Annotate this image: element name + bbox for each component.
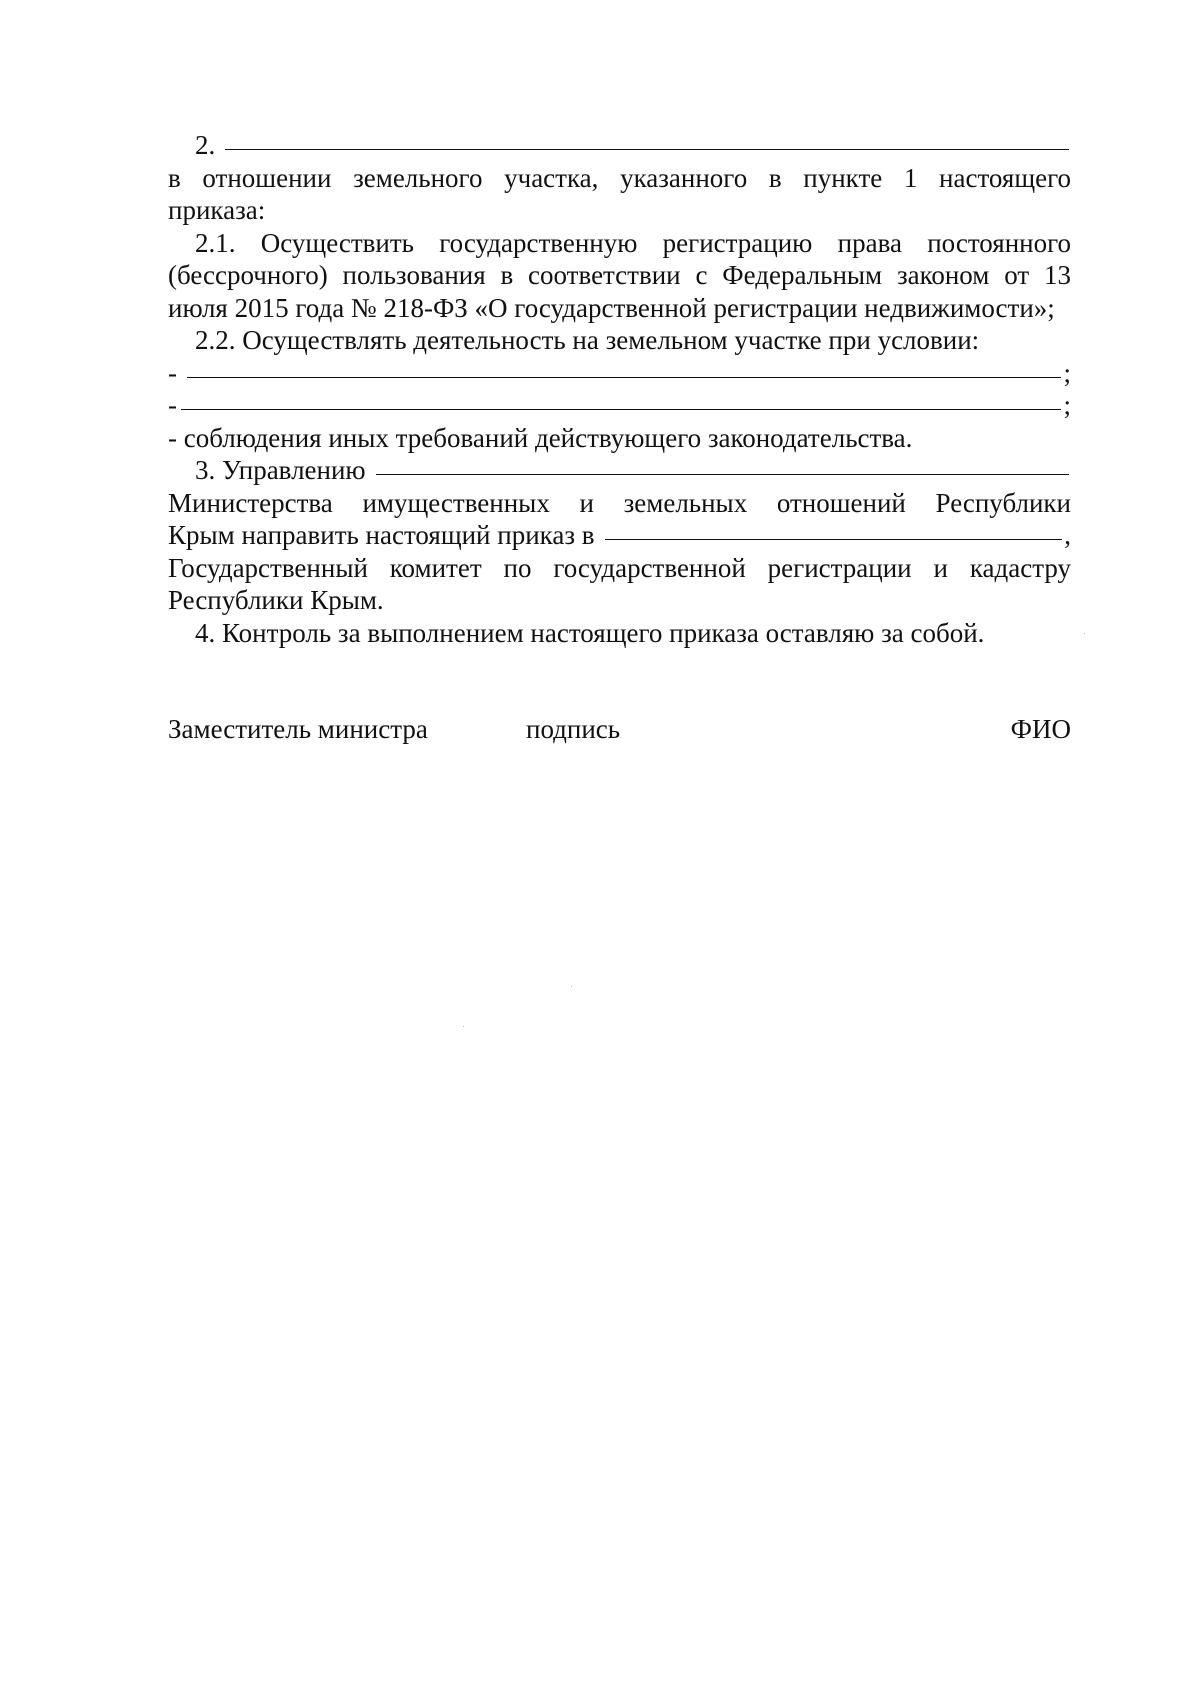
condition-1-semicolon: ; [1063, 357, 1071, 388]
paragraph-3-comma: , [1064, 520, 1071, 550]
condition-1-blank [187, 357, 1061, 378]
condition-2-semicolon: ; [1063, 390, 1071, 420]
condition-2-blank [181, 389, 1061, 410]
scan-speck [463, 1026, 464, 1027]
signature-block [168, 713, 1071, 747]
signatory-title: Заместитель министра [168, 714, 428, 744]
signature-placeholder: подпись [526, 714, 621, 744]
scan-speck [571, 986, 572, 987]
paragraph-2-blank [225, 129, 1069, 150]
paragraph-2-heading [168, 129, 1071, 162]
order-text [168, 129, 1071, 649]
paragraph-3-blank [376, 454, 1069, 475]
paragraph-2-1: 2.1. Осуществить государственную регистрацию права постоянного (бессрочного) пользования в соответствии с Федеральным законом от 13 июля 2015 года № 218-ФЗ «О государственной регистрации недвижимости»; [168, 227, 1071, 323]
paragraph-3-recipient-label: Крым направить настоящий приказ в [168, 520, 595, 550]
paragraph-2-number: 2. [195, 130, 216, 160]
condition-line-2 [168, 389, 1071, 422]
condition-line-1 [168, 357, 1071, 390]
paragraph-3-recipient-blank [605, 519, 1063, 540]
paragraph-3-line-5: Республики Крым. [168, 585, 384, 615]
paragraph-2-text: в отношении земельного участка, указанного в пункте 1 настоящего приказа: [168, 162, 1071, 225]
condition-1-dash: - [168, 357, 177, 388]
paragraph-3-start: 3. Управлению [195, 455, 366, 485]
paragraph-3-line-2: Министерства имущественных и земельных отношений Республики [168, 487, 1071, 518]
paragraph-3-heading [168, 454, 1071, 487]
condition-line-3: - соблюдения иных требований действующего законодательства. [168, 422, 913, 453]
signatory-name: ФИО [1010, 714, 1071, 744]
paragraph-2-2: 2.2. Осуществлять деятельность на земельном участке при условии: [195, 325, 980, 355]
paragraph-3-line-4: Государственный комитет по государственной регистрации и кадастру [168, 552, 1071, 583]
paragraph-4: 4. Контроль за выполнением настоящего приказа оставляю за собой. [195, 617, 985, 648]
paragraph-3-line-3 [168, 519, 1071, 552]
condition-2-dash: - [168, 390, 177, 420]
scan-speck [1084, 633, 1085, 634]
